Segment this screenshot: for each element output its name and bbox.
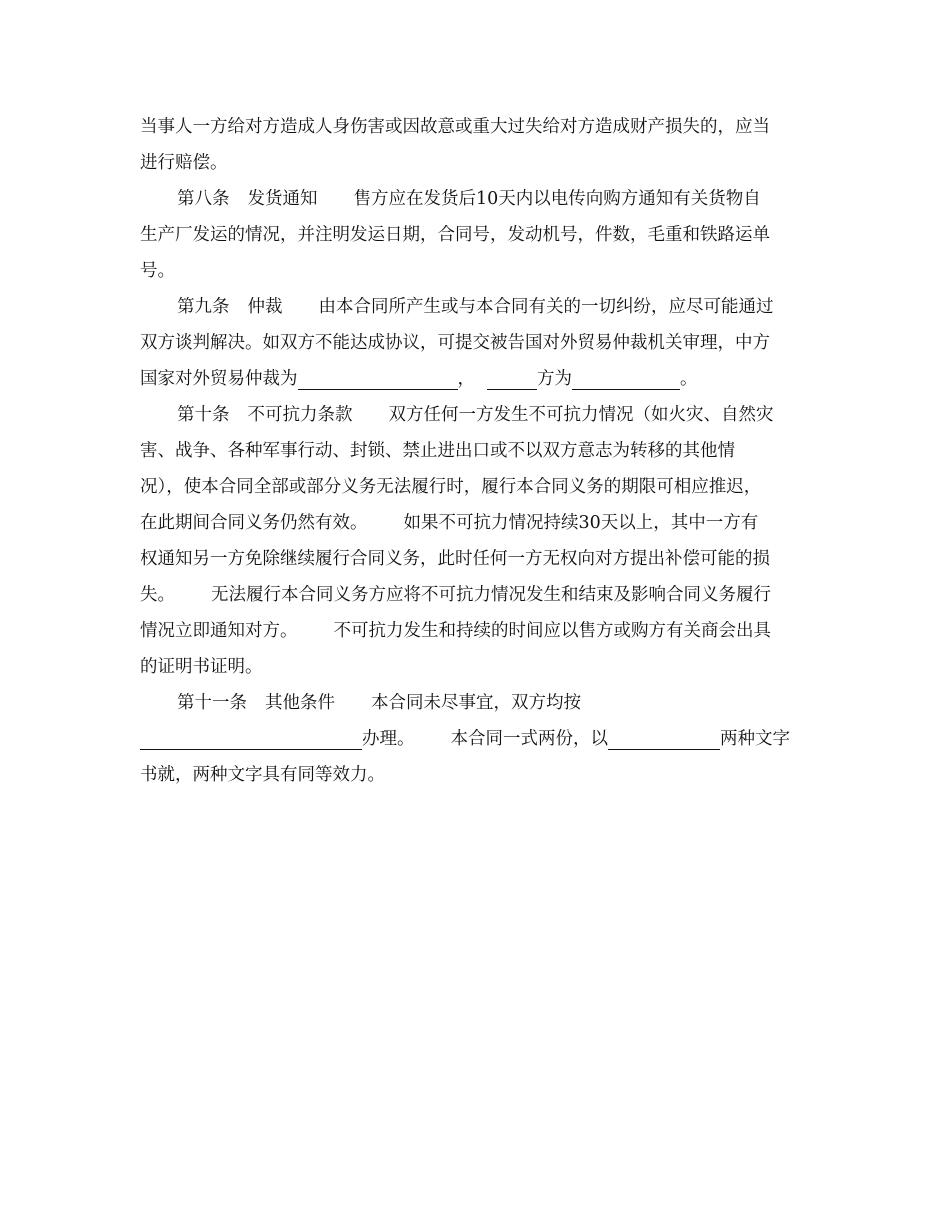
- clause9-line-2: 双方谈判解决。如双方不能达成协议，可提交被告国对外贸易仲裁机关审理，中方: [140, 333, 770, 353]
- clause7-line-1: 当事人一方给对方造成人身伤害或因故意或重大过失给对方造成财产损失的，应当: [140, 117, 770, 137]
- clause10-line-7: 情况立即通知对方。 不可抗力发生和持续的时间应以售方或购方有关商会出具: [140, 621, 771, 641]
- clause8-title: 发货通知: [247, 189, 318, 209]
- clause10-line-4: 在此期间合同义务仍然有效。 如果不可抗力情况持续30天以上，其中一方有: [140, 513, 759, 533]
- clause10-title: 不可抗力条款: [247, 405, 353, 425]
- clause9-line-3: 国家对外贸易仲裁为 ， 方为 。: [140, 369, 698, 389]
- clause9-line-1: 第九条 仲裁 由本合同所产生或与本合同有关的一切纠纷，应尽可能通过: [140, 289, 812, 325]
- clause8-line-3: 号。: [140, 261, 175, 281]
- clause9-title: 仲裁: [247, 297, 283, 317]
- document-page: [140, 109, 812, 793]
- clause9-heading: 第九条: [177, 297, 230, 317]
- arbitration-blank-2[interactable]: [487, 373, 537, 390]
- clause11-line-2: 办理。 本合同一式两份，以 两种文字: [140, 721, 812, 757]
- clause11-heading: 第十一条: [177, 693, 247, 713]
- clause8-line-1: 第八条 发货通知 售方应在发货后10天内以电传向购方通知有关货物自: [140, 181, 812, 217]
- clause10-line-1: 第十条 不可抗力条款 双方任何一方发生不可抗力情况（如火灾、自然灾: [140, 397, 812, 433]
- arbitration-blank-1[interactable]: [298, 373, 458, 390]
- clause10-line-3: 况），使本合同全部或部分义务无法履行时，履行本合同义务的期限可相应推迟，: [140, 477, 762, 497]
- other-terms-blank[interactable]: [140, 733, 362, 750]
- clause10-heading: 第十条: [177, 405, 230, 425]
- clause10-line-2: 害、战争、各种军事行动、封锁、禁止进出口或不以双方意志为转移的其他情: [140, 441, 735, 461]
- clause11-line-1: 第十一条 其他条件 本合同未尽事宜，双方均按: [140, 685, 812, 721]
- clause10-line-6: 失。 无法履行本合同义务方应将不可抗力情况发生和结束及影响合同义务履行: [140, 585, 771, 605]
- clause7-line-2: 进行赔偿。: [140, 153, 228, 173]
- clause11-title: 其他条件: [265, 693, 335, 713]
- arbitration-blank-3[interactable]: [572, 373, 680, 390]
- clause8-heading: 第八条: [177, 189, 230, 209]
- clause11-line-3: 书就，两种文字具有同等效力。: [140, 765, 385, 785]
- clause10-line-5: 权通知另一方免除继续履行合同义务，此时任何一方无权向对方提出补偿可能的损: [140, 549, 770, 569]
- clause10-line-8: 的证明书证明。: [140, 657, 263, 677]
- languages-blank[interactable]: [608, 733, 720, 750]
- clause8-line-2: 生产厂发运的情况，并注明发运日期，合同号，发动机号，件数，毛重和铁路运单: [140, 225, 770, 245]
